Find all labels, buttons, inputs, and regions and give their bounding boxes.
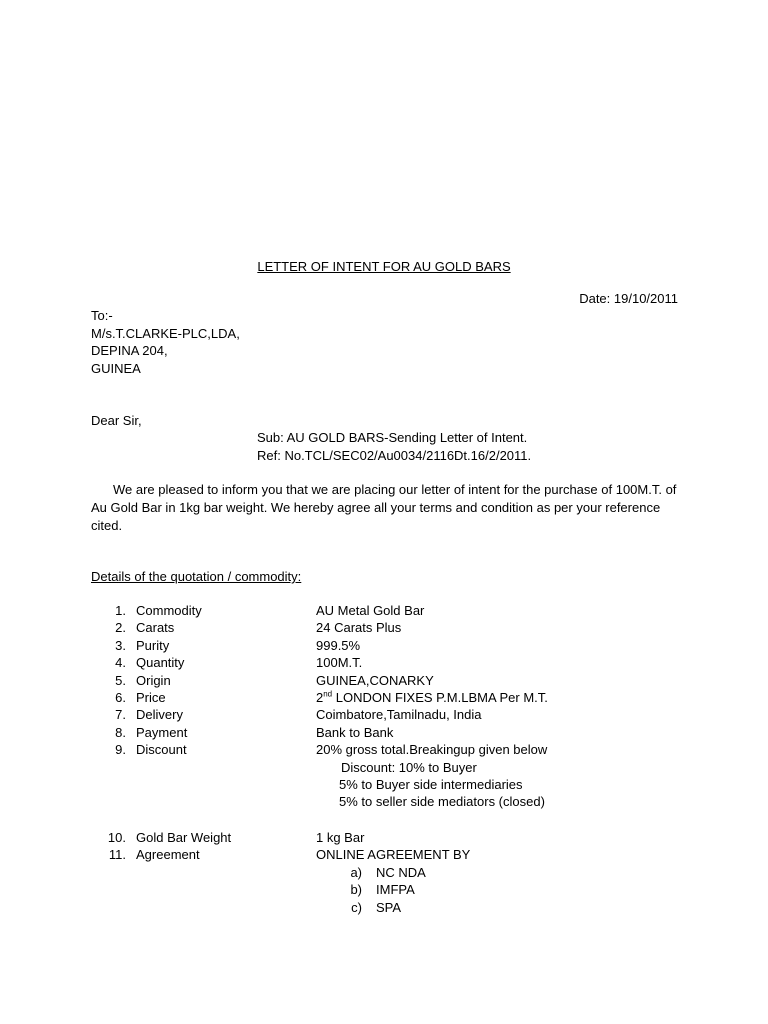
- discount-breakup-text: 5% to Buyer side intermediaries: [339, 776, 523, 792]
- details-heading: Details of the quotation / commodity:: [91, 569, 302, 584]
- option-marker: a): [350, 864, 362, 880]
- discount-breakup-line: [0, 793, 768, 810]
- item-number: 5.: [115, 672, 126, 688]
- discount-breakup-text: Discount: 10% to Buyer: [341, 759, 477, 775]
- address-line: GUINEA: [91, 360, 141, 376]
- reference-line: Ref: No.TCL/SEC02/Au0034/2116Dt.16/2/2011.: [257, 447, 532, 463]
- item-label: Carats: [136, 620, 175, 636]
- discount-breakup-line: [0, 759, 768, 776]
- agreement-option: [0, 881, 768, 898]
- item-number: 2.: [115, 620, 126, 636]
- option-marker: c): [351, 899, 362, 915]
- item-value: 100M.T.: [316, 655, 363, 671]
- list-item: [0, 706, 768, 723]
- list-item: [0, 672, 768, 689]
- item-label: Quantity: [136, 655, 185, 671]
- item-label: Delivery: [136, 707, 183, 723]
- item-label: Gold Bar Weight: [136, 830, 232, 845]
- item-number: 1.: [115, 603, 126, 618]
- item-number: 3.: [115, 637, 126, 653]
- letter-title: LETTER OF INTENT FOR AU GOLD BARS: [257, 259, 511, 274]
- item-label: Agreement: [136, 847, 200, 863]
- item-number: 6.: [115, 689, 126, 705]
- item-value: Coimbatore,Tamilnadu, India: [316, 707, 482, 723]
- item-value: 1 kg Bar: [316, 830, 365, 845]
- list-item: [0, 689, 768, 706]
- subject-reference: [257, 429, 531, 464]
- to-label: To:-: [91, 308, 113, 323]
- option-marker: b): [350, 882, 362, 898]
- item-number: 11.: [108, 847, 126, 863]
- price-ordinal-suffix: nd: [323, 689, 333, 699]
- list-item: [0, 741, 768, 758]
- list-item: [0, 829, 768, 846]
- commodity-details-list-continued: [0, 829, 768, 916]
- list-item: [0, 619, 768, 636]
- discount-breakup-text: 5% to seller side mediators (closed): [339, 794, 545, 810]
- item-number: 9.: [115, 742, 126, 758]
- option-text: SPA: [376, 899, 402, 915]
- item-value: 20% gross total.Breakingup given below: [316, 742, 548, 758]
- item-number: 8.: [115, 724, 126, 740]
- item-value: GUINEA,CONARKY: [316, 672, 434, 688]
- salutation: Dear Sir,: [91, 413, 142, 428]
- item-label: Origin: [136, 672, 171, 688]
- item-value: [316, 689, 548, 706]
- recipient-address: [91, 307, 240, 377]
- list-item: [0, 654, 768, 671]
- list-item: [0, 602, 768, 619]
- body-line: Au Gold Bar in 1kg bar weight. We hereby agree all your terms and condition as per your reference: [91, 500, 661, 515]
- letter-date: Date: 19/10/2011: [579, 291, 678, 306]
- discount-breakup-line: [0, 776, 768, 793]
- option-text: IMFPA: [376, 882, 415, 898]
- body-line: We are pleased to inform you that we are placing our letter of intent for the purchase of 100M.T. of: [113, 482, 677, 497]
- item-label: Commodity: [136, 603, 202, 618]
- address-line: M/s.T.CLARKE-PLC,LDA,: [91, 325, 240, 341]
- price-text: LONDON FIXES P.M.LBMA Per M.T.: [332, 689, 548, 705]
- item-value: Bank to Bank: [316, 724, 394, 740]
- list-item: [0, 637, 768, 654]
- subject-line: Sub: AU GOLD BARS-Sending Letter of Intent.: [257, 430, 528, 445]
- body-line: cited.: [91, 518, 123, 533]
- item-value: ONLINE AGREEMENT BY: [316, 847, 471, 863]
- item-value: AU Metal Gold Bar: [316, 603, 425, 618]
- agreement-option: [0, 864, 768, 881]
- item-number: 7.: [115, 707, 126, 723]
- address-line: DEPINA 204,: [91, 343, 168, 358]
- body-paragraph: [91, 481, 691, 535]
- item-value: 24 Carats Plus: [316, 620, 402, 636]
- price-ordinal: 2: [316, 689, 324, 705]
- item-label: Purity: [136, 637, 170, 653]
- option-text: NC NDA: [376, 864, 426, 880]
- item-number: 4.: [115, 655, 126, 671]
- agreement-option: [0, 899, 768, 916]
- list-item: [0, 724, 768, 741]
- item-label: Price: [136, 689, 166, 705]
- item-label: Discount: [136, 742, 187, 758]
- commodity-details-list: [0, 602, 768, 811]
- item-number: 10.: [107, 830, 126, 845]
- item-value: 999.5%: [316, 637, 361, 653]
- item-label: Payment: [136, 724, 188, 740]
- list-item: [0, 846, 768, 863]
